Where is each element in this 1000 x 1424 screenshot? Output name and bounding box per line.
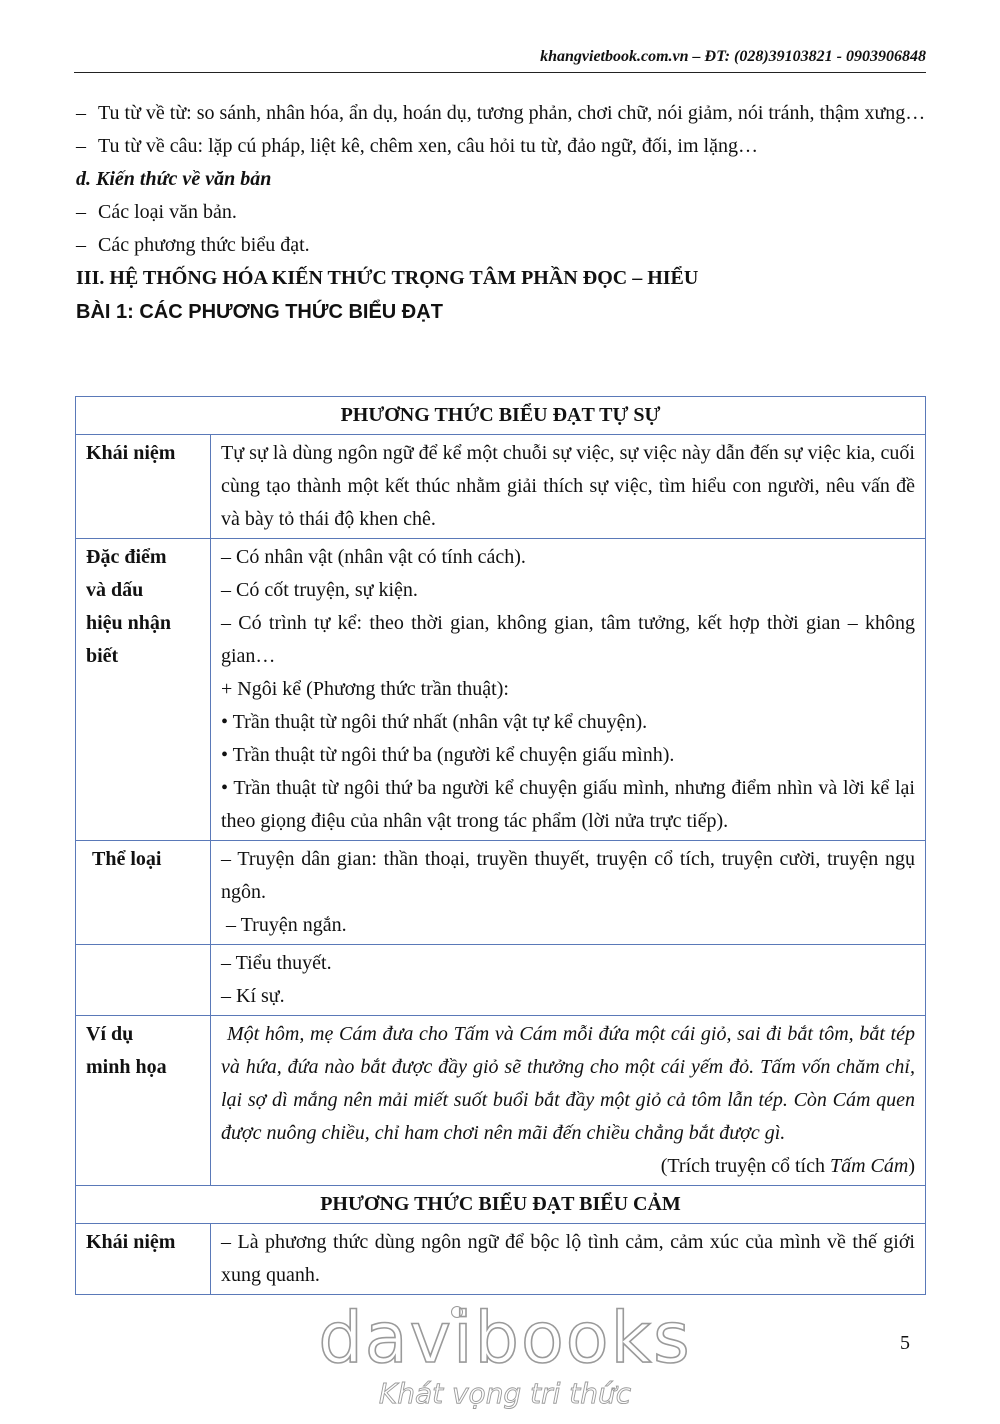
table-row	[76, 397, 926, 435]
page-number: 5	[900, 1332, 910, 1354]
vi-du-content	[211, 1016, 926, 1186]
intro-content	[76, 97, 926, 329]
list-item: • Trần thuật từ ngôi thứ ba người kể chuyện giấu mình, nhưng điểm nhìn và lời kể lại theo giọng điệu của nhân vật trong tác phẩm (lời nửa trực tiếp).	[221, 777, 915, 832]
list-item: + Ngôi kể (Phương thức trần thuật):	[221, 678, 509, 700]
list-item: – Tiểu thuyết.	[221, 952, 332, 974]
list-item: – Có cốt truyện, sự kiện.	[221, 579, 418, 601]
bullet-item: – Các phương thức biểu đạt.	[76, 234, 310, 256]
bc-khai-niem-label: Khái niệm	[76, 1224, 211, 1295]
table-row	[76, 1224, 926, 1295]
the-loai-more-content	[211, 945, 926, 1016]
list-item: – Có trình tự kể: theo thời gian, không gian, tâm tưởng, kết hợp thời gian – không gian…	[221, 612, 915, 667]
watermark-circle-icon	[451, 1306, 463, 1318]
header-divider	[74, 72, 926, 73]
list-item: – Truyện dân gian: thần thoại, truyền thuyết, truyện cổ tích, truyện cười, truyện ngụ ngôn.	[221, 848, 915, 903]
list-item: – Truyện ngắn.	[221, 914, 347, 936]
the-loai-label: Thể loại	[76, 841, 211, 945]
khai-niem-text: Tự sự là dùng ngôn ngữ để kể một chuỗi sự việc, sự việc này dẫn đến sự việc kia, cuối cùng tạo thành một kết thúc nhằm giải thích sự việc, tìm hiểu con người, nêu vấn đề và bày tỏ thái độ khen chê.	[211, 435, 926, 539]
watermark	[295, 1298, 715, 1412]
table-row	[76, 435, 926, 539]
example-source: (Trích truyện cổ tích Tấm Cám)	[660, 1155, 915, 1177]
section-iii-heading: III. HỆ THỐNG HÓA KIẾN THỨC TRỌNG TÂM PHẦN ĐỌC – HIỂU	[76, 267, 699, 289]
khai-niem-label: Khái niệm	[76, 435, 211, 539]
list-item: • Trần thuật từ ngôi thứ nhất (nhân vật tự kể chuyện).	[221, 711, 648, 733]
section-d-heading: d. Kiến thức về văn bản	[76, 168, 272, 190]
the-loai-content	[211, 841, 926, 945]
list-item: – Có nhân vật (nhân vật có tính cách).	[221, 546, 526, 568]
table-row	[76, 1016, 926, 1186]
example-text: Một hôm, mẹ Cám đưa cho Tấm và Cám mỗi đứa một cái giỏ, sai đi bắt tôm, bắt tép và hứa, đứa nào bắt được đầy giỏ sẽ thưởng cho một cái yếm đỏ. Tấm vốn chăm chỉ, lại sợ dì mắng nên mải miết suốt buổi bắt đầy một giỏ cả tôm lẫn tép. Còn Cám quen được nuông chiều, chỉ ham chơi nên mãi đến chiều chẳng bắt được gì.	[221, 1023, 915, 1144]
empty-label-cell	[76, 945, 211, 1016]
list-item: • Trần thuật từ ngôi thứ ba (người kể chuyện giấu mình).	[221, 744, 675, 766]
table-row	[76, 1186, 926, 1224]
table-row	[76, 945, 926, 1016]
bullet-item: – Tu từ về từ: so sánh, nhân hóa, ẩn dụ, hoán dụ, tương phản, chơi chữ, nói giảm, nói tránh, thậm xưng…	[76, 102, 926, 124]
list-item: – Kí sự.	[221, 985, 285, 1007]
page-header: khangvietbook.com.vn – ĐT: (028)39103821 - 0903906848	[540, 48, 926, 65]
table-row	[76, 539, 926, 841]
dac-diem-content	[211, 539, 926, 841]
watermark-tagline: Khát vọng tri thức	[378, 1377, 632, 1410]
dac-diem-label: Đặc điểm và dấu hiệu nhận biết	[76, 539, 211, 841]
bullet-item: – Các loại văn bản.	[76, 201, 237, 223]
watermark-brand: davibooks	[318, 1297, 692, 1379]
bieu-cam-heading: PHƯƠNG THỨC BIỂU ĐẠT BIỂU CẢM	[76, 1186, 926, 1224]
tu-su-heading: PHƯƠNG THỨC BIỂU ĐẠT TỰ SỰ	[76, 397, 926, 435]
expression-modes-table	[75, 396, 926, 1295]
table-row	[76, 841, 926, 945]
lesson-title: BÀI 1: CÁC PHƯƠNG THỨC BIỂU ĐẠT	[76, 301, 443, 323]
bullet-item: – Tu từ về câu: lặp cú pháp, liệt kê, chêm xen, câu hỏi tu từ, đảo ngữ, đối, im lặng…	[76, 135, 758, 157]
vi-du-label: Ví dụ minh họa	[76, 1016, 211, 1186]
bc-khai-niem-text: – Là phương thức dùng ngôn ngữ để bộc lộ tình cảm, cảm xúc của mình về thế giới xung quanh.	[211, 1224, 926, 1295]
